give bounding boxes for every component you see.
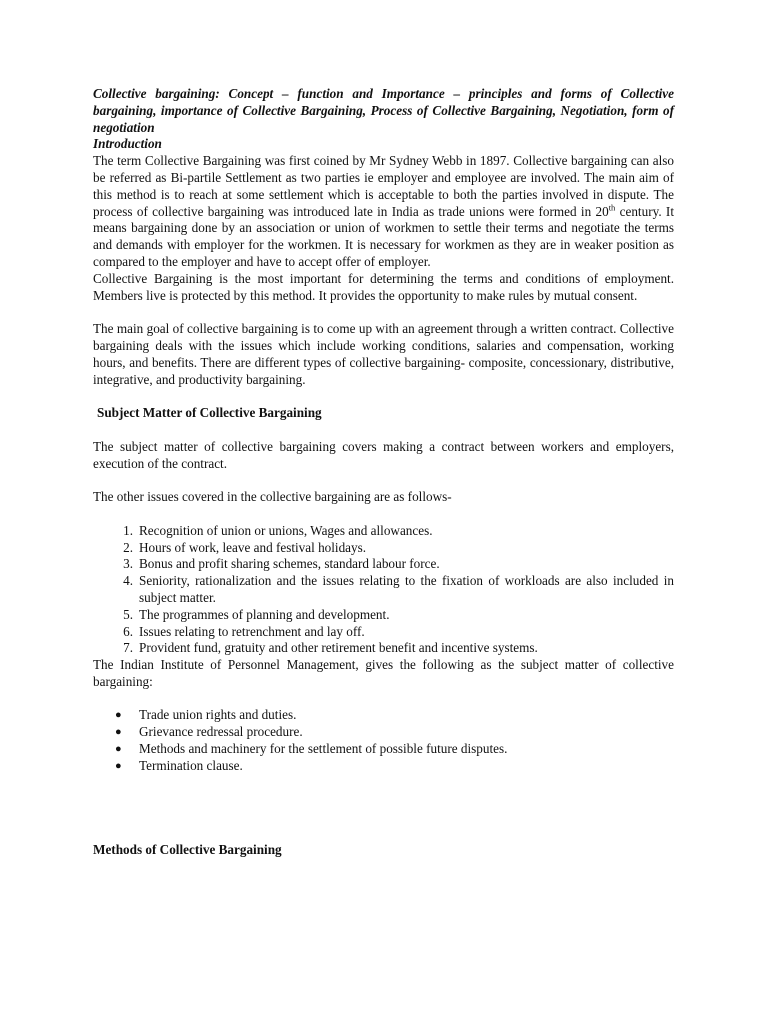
- list-item-number: 2.: [123, 539, 133, 555]
- spacer: [93, 388, 674, 405]
- list-item-number: 7.: [123, 640, 133, 656]
- numbered-list-item: [93, 607, 674, 624]
- list-item-text: Hours of work, leave and festival holidays.: [139, 539, 367, 555]
- superscript-th: th: [608, 202, 616, 213]
- bullet-item-text: Termination clause.: [139, 757, 243, 773]
- subject-paragraph-3: The Indian Institute of Personnel Management, gives the following as the subject matter of collective bargaining:: [93, 657, 674, 689]
- numbered-list-item: [93, 573, 674, 607]
- list-item-text: Recognition of union or unions, Wages and allowances.: [139, 522, 433, 538]
- spacer: [93, 422, 674, 439]
- spacer: [93, 691, 674, 708]
- list-item-number: 4.: [123, 573, 133, 589]
- list-item-text: Issues relating to retrenchment and lay off.: [139, 623, 365, 639]
- intro-paragraph-1-text-a: The term Collective Bargaining was first coined by Mr Sydney Webb in 1897. Collective bargaining can also be referred as Bi-partile Settlement as two parties ie employer and employee are involved. The main aim of this method is to reach at some settlement which is acceptable to both the parties involved in dispute. The process of collective bargaining was introduced late in India as trade unions were formed in 20: [93, 153, 674, 219]
- bullet-icon: ●: [115, 759, 122, 772]
- intro-paragraph-1: [93, 153, 674, 271]
- list-item-text: Provident fund, gratuity and other retirement benefit and incentive systems.: [139, 640, 538, 656]
- methods-heading: Methods of Collective Bargaining: [93, 841, 282, 857]
- list-item-number: 3.: [123, 556, 133, 572]
- subject-paragraph-2: The other issues covered in the collective bargaining are as follows-: [93, 489, 452, 505]
- numbered-issues-list: [93, 523, 674, 657]
- numbered-list-item: [93, 556, 674, 573]
- bullet-list-item: [93, 758, 674, 775]
- spacer: [93, 304, 674, 321]
- spacer: [93, 808, 674, 825]
- intro-paragraph-1-text-b: century. It means bargaining done by an association or union of workmen to settle their terms and negotiate the terms and demands with employer for the workmen. It is necessary for workmen as they are in weaker position as compared to the employer and have to accept offer of employer.: [93, 203, 674, 269]
- intro-paragraph-2: Collective Bargaining is the most important for determining the terms and conditions of employment. Members live is protected by this method. It provides the opportunity to make rules by mutual consent.: [93, 270, 674, 303]
- spacer: [93, 775, 674, 792]
- subject-matter-heading: Subject Matter of Collective Bargaining: [97, 405, 322, 421]
- spacer: [93, 825, 674, 842]
- numbered-list-item: [93, 523, 674, 540]
- spacer: [93, 791, 674, 808]
- list-item-text: The programmes of planning and development.: [139, 606, 390, 622]
- document-page: [93, 86, 674, 859]
- bullet-list-item: [93, 741, 674, 758]
- intro-paragraph-3: The main goal of collective bargaining is to come up with an agreement through a written contract. Collective bargaining deals with the issues which include working conditions, salaries and compensation, working hours, and benefits. There are different types of collective bargaining- composite, concessionary, distributive, integrative, and productivity bargaining.: [93, 321, 674, 387]
- bullet-icon: ●: [115, 743, 122, 756]
- list-item-number: 6.: [123, 623, 133, 639]
- bulleted-subject-list: [93, 707, 674, 774]
- numbered-list-item: [93, 640, 674, 657]
- list-item-number: 1.: [123, 522, 133, 538]
- document-title: Collective bargaining: Concept – function and Importance – principles and forms of Collective bargaining, importance of Collective Bargaining, Process of Collective Bargaining, Negotiation, form of negotiation: [93, 86, 674, 135]
- list-item-number: 5.: [123, 606, 133, 622]
- bullet-item-text: Methods and machinery for the settlement of possible future disputes.: [139, 741, 508, 757]
- spacer: [93, 506, 674, 523]
- list-item-text: Bonus and profit sharing schemes, standard labour force.: [139, 556, 440, 572]
- numbered-list-item: [93, 624, 674, 641]
- bullet-list-item: [93, 724, 674, 741]
- introduction-heading: Introduction: [93, 136, 162, 152]
- list-item-text: Seniority, rationalization and the issues relating to the fixation of workloads are also included in subject matter.: [139, 573, 674, 605]
- numbered-list-item: [93, 540, 674, 557]
- spacer: [93, 472, 674, 489]
- bullet-icon: ●: [115, 709, 122, 722]
- bullet-item-text: Grievance redressal procedure.: [139, 724, 303, 740]
- bullet-item-text: Trade union rights and duties.: [139, 707, 297, 723]
- bullet-icon: ●: [115, 726, 122, 739]
- subject-paragraph-1: The subject matter of collective bargaining covers making a contract between workers and employers, execution of the contract.: [93, 438, 674, 471]
- bullet-list-item: [93, 707, 674, 724]
